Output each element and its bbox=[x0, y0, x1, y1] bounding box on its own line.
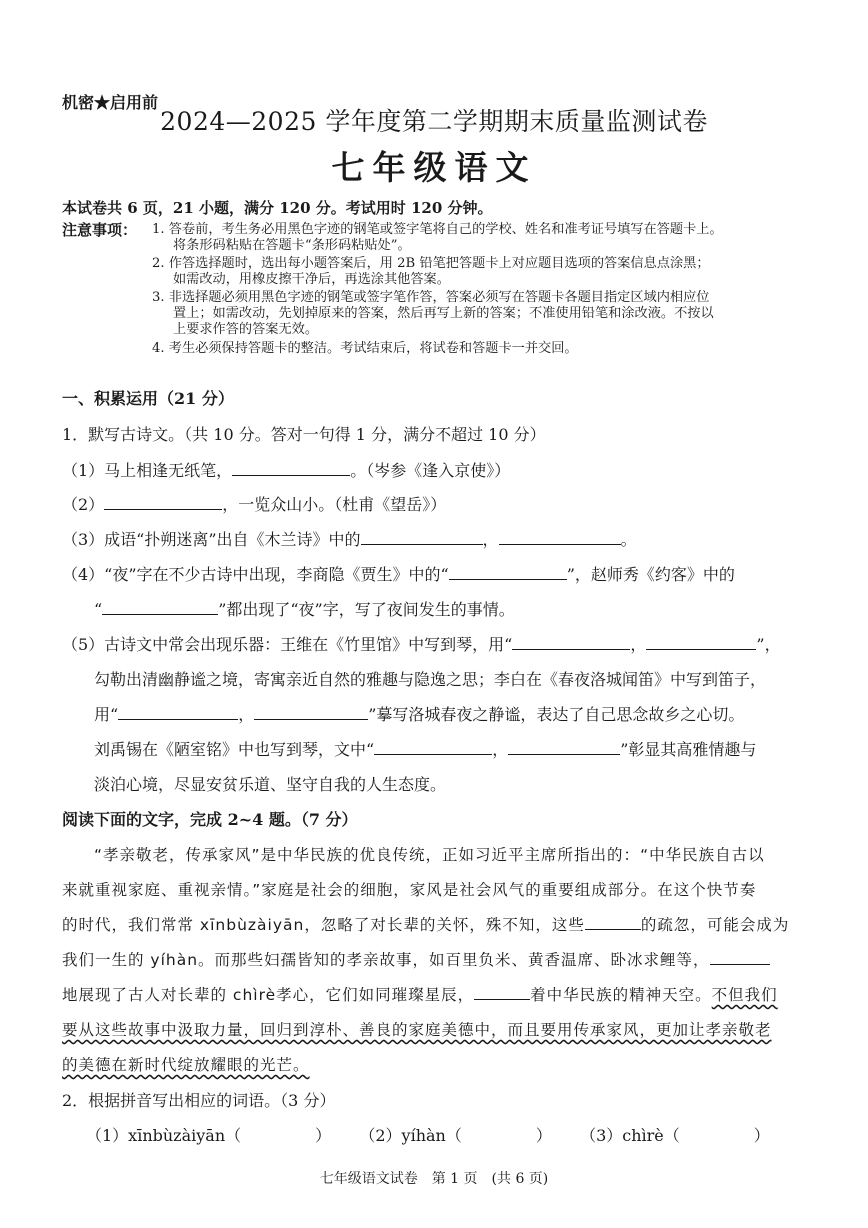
answer-blank[interactable] bbox=[118, 704, 238, 720]
notice-item-1-cont: 将条形码粘贴在答题卡“条形码粘贴处”。 bbox=[173, 238, 411, 253]
answer-blank[interactable] bbox=[512, 634, 630, 650]
passage-line-3 bbox=[62, 913, 789, 935]
question-1-5-line5: 淡泊心境，尽显安贫乐道、坚守自我的人生态度。 bbox=[94, 775, 447, 794]
question-1-4-cont bbox=[94, 597, 515, 620]
question-2-answers bbox=[86, 1123, 770, 1146]
answer-blank[interactable] bbox=[508, 739, 620, 755]
subject-title: 七年级语文 bbox=[331, 148, 537, 187]
passage-line-6: 要从这些故事中汲取力量，回归到淳朴、善良的家庭美德中，而且要用传承家风，更加让孝亲敬老 bbox=[62, 1021, 772, 1039]
answer-blank[interactable] bbox=[710, 949, 770, 965]
answer-blank[interactable] bbox=[361, 529, 483, 545]
q1-3-text-b: ， bbox=[482, 530, 499, 549]
q1-4-text-c: “ bbox=[94, 600, 103, 619]
passage-5a: 地展现了古人对长辈的 chìrè孝心，它们如同璀璨星辰， bbox=[62, 986, 475, 1004]
q1-4-text-d: ”都出现了“夜”字，写了夜间发生的事情。 bbox=[218, 600, 515, 619]
answer-blank[interactable] bbox=[474, 984, 530, 1000]
confidential-label: 机密★启用前 bbox=[62, 93, 159, 112]
q1-5-text-b: ， bbox=[630, 635, 647, 654]
page-footer: 七年级语文试卷 第 1 页 (共 6 页) bbox=[319, 1171, 549, 1187]
passage-5b: 着中华民族的精神天空。 bbox=[530, 986, 712, 1004]
passage-3b: 的疏忽，可能会成为 bbox=[640, 916, 790, 934]
passage-3a: 的时代，我们常常 xīnbùzàiyān，忽略了对长辈的关怀，殊不知，这些 bbox=[62, 916, 585, 934]
passage-line-5 bbox=[62, 983, 778, 1005]
question-1-4 bbox=[62, 562, 735, 585]
q1-2-text-a: （2） bbox=[62, 495, 105, 514]
question-1-5 bbox=[62, 632, 781, 655]
notice-item-3-cont2: 上要求作答的答案无效。 bbox=[173, 322, 319, 337]
q1-1-text-b: 。（岑参《逢入京使》） bbox=[350, 461, 511, 480]
q1-3-text-a: （3）成语“扑朔迷离”出自《木兰诗》中的 bbox=[62, 530, 361, 549]
q2-answer-2-end: ） bbox=[535, 1126, 552, 1145]
q1-5-text-e: 用“ bbox=[94, 705, 119, 724]
section-heading: 一、积累运用（21 分） bbox=[62, 389, 234, 408]
q1-5-text-c: ”， bbox=[756, 635, 781, 654]
q1-4-text-b: ”，赵师秀《约客》中的 bbox=[566, 565, 735, 584]
q1-3-text-c: 。 bbox=[620, 530, 637, 549]
notice-item-4: 4. 考生必须保持答题卡的整洁。考试结束后，将试卷和答题卡一并交回。 bbox=[152, 341, 578, 356]
q1-5-text-a: （5）古诗文中常会出现乐器：王维在《竹里馆》中写到琴，用“ bbox=[62, 635, 513, 654]
notice-item-2: 2. 作答选择题时，选出每小题答案后，用 2B 铅笔把答题卡上对应题目选项的答案信息点涂黑； bbox=[152, 256, 710, 271]
question-1-stem: 1．默写古诗文。（共 10 分。答对一句得 1 分，满分不超过 10 分） bbox=[62, 425, 546, 444]
answer-blank[interactable] bbox=[449, 564, 567, 580]
answer-blank[interactable] bbox=[104, 494, 222, 510]
answer-blank[interactable] bbox=[499, 529, 621, 545]
q2-answer-2-label: （2）yíhàn（ bbox=[359, 1126, 462, 1145]
notice-item-2-cont: 如需改动，用橡皮擦干净后，再选涂其他答案。 bbox=[173, 272, 450, 287]
question-1-2 bbox=[62, 492, 446, 515]
question-1-5-line4 bbox=[94, 737, 756, 760]
answer-blank[interactable] bbox=[585, 914, 641, 930]
q2-answer-3-end: ） bbox=[753, 1126, 770, 1145]
answer-blank[interactable] bbox=[232, 460, 350, 476]
question-2-stem: 2．根据拼音写出相应的词语。（3 分） bbox=[62, 1091, 336, 1110]
notice-label: 注意事项： bbox=[62, 221, 138, 239]
question-1-3 bbox=[62, 527, 637, 550]
question-1-1 bbox=[62, 458, 510, 481]
q1-5-text-h: 刘禹锡在《陋室铭》中也写到琴，文中“ bbox=[94, 740, 375, 759]
question-1-5-line2: 勾勒出清幽静谧之境，寄寓亲近自然的雅趣与隐逸之思；李白在《春夜洛城闻笛》中写到笛子， bbox=[94, 670, 767, 689]
exam-info: 本试卷共 6 页，21 小题，满分 120 分。考试用时 120 分钟。 bbox=[62, 199, 493, 217]
passage-5c-underlined: 不但我们 bbox=[711, 986, 778, 1004]
question-1-5-line3 bbox=[94, 702, 744, 725]
passage-line-1: “孝亲敬老，传承家风”是中华民族的优良传统，正如习近平主席所指出的：“中华民族自古以 bbox=[94, 846, 765, 864]
q1-5-text-f: ， bbox=[238, 705, 255, 724]
exam-title: 2024—2025 学年度第二学期期末质量监测试卷 bbox=[160, 107, 708, 136]
passage-line-4 bbox=[62, 948, 770, 970]
q2-answer-1-label: （1）xīnbùzàiyān（ bbox=[86, 1126, 242, 1145]
q1-2-text-b: ，一览众山小。（杜甫《望岳》） bbox=[222, 495, 447, 514]
notice-item-1: 1. 答卷前，考生务必用黑色字迹的钢笔或签字笔将自己的学校、姓名和准考证号填写在答题卡上。 bbox=[152, 222, 723, 237]
passage-4a: 我们一生的 yíhàn。而那些妇孺皆知的孝亲故事，如百里负米、黄香温席、卧冰求鲤等， bbox=[62, 951, 710, 969]
notice-item-3-cont: 置上；如需改动，先划掉原来的答案，然后再写上新的答案；不准使用铅笔和涂改液。不按以 bbox=[173, 306, 714, 321]
answer-blank[interactable] bbox=[254, 704, 368, 720]
q1-5-text-i: ， bbox=[492, 740, 509, 759]
q1-5-text-j: ”彰显其高雅情趣与 bbox=[620, 740, 757, 759]
answer-blank[interactable] bbox=[646, 634, 756, 650]
q2-answer-3-label: （3）chìrè（ bbox=[580, 1126, 680, 1145]
q1-5-text-g: ”摹写洛城春夜之静谧，表达了自己思念故乡之心切。 bbox=[368, 705, 745, 724]
reading-heading: 阅读下面的文字，完成 2~4 题。（7 分） bbox=[62, 810, 358, 829]
q2-answer-1-end: ） bbox=[315, 1126, 332, 1145]
notice-item-3: 3. 非选择题必须用黑色字迹的钢笔或签字笔作答，答案必须写在答题卡各题目指定区域内相应位 bbox=[152, 290, 710, 305]
q1-1-text-a: （1）马上相逢无纸笔， bbox=[62, 461, 233, 480]
passage-line-2: 来就重视家庭、重视亲情。”家庭是社会的细胞，家风是社会风气的重要组成部分。在这个快节奏 bbox=[62, 881, 757, 899]
q1-4-text-a: （4）“夜”字在不少古诗中出现，李商隐《贾生》中的“ bbox=[62, 565, 449, 584]
answer-blank[interactable] bbox=[374, 739, 492, 755]
answer-blank[interactable] bbox=[102, 599, 218, 615]
passage-line-7: 的美德在新时代绽放耀眼的光芒。 bbox=[62, 1056, 310, 1074]
